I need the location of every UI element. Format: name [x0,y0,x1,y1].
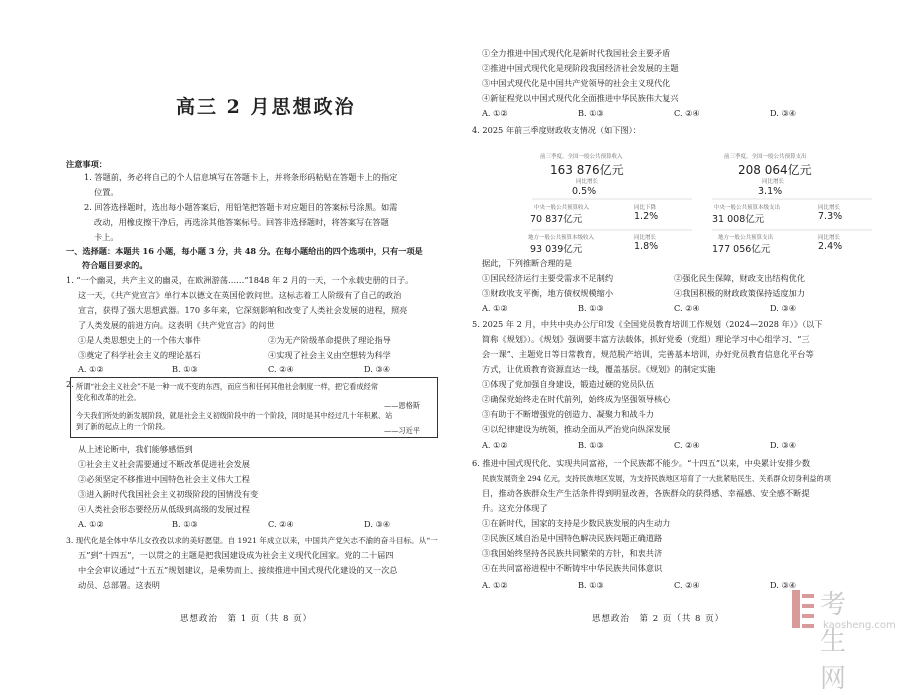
q1-option: ③奠定了科学社会主义的理论基石 [78,350,201,360]
q3-stem: 3. 现代化是全体中华儿女孜孜以求的美好愿望。自 1921 年成立以来，中国共产党矢志不渝的奋斗目标。从“一 [66,536,438,545]
section-heading: 一、选择题：本题共 16 小题，每小题 3 分，共 48 分。在每小题给出的四个选项中，只有一项是 [66,246,423,256]
revenue-central-change-label: 同比下降 [634,205,657,211]
revenue-value: 163 876亿元 [550,163,624,177]
q6-option: ①在新时代，国家的支持是少数民族发展的内生动力 [482,518,671,528]
notice-line: 卡上。 [94,232,119,242]
q2-option: ①社会主义社会需要通过不断改革促进社会发展 [78,459,250,469]
section-heading: 符合题目要求的。 [82,260,148,270]
q3-choice: D. ③④ [770,108,797,118]
q1-option: ①是人类思想史上的一个伟大事件 [78,335,201,345]
revenue-local-change-label: 同比增长 [634,235,657,241]
q2-quote-attribution: ——习近平 [384,426,420,435]
q5-option: ①体现了党加强自身建设，锻造过硬的党员队伍 [482,379,654,389]
q3-option: ③中国式现代化是中国共产党领导的社会主义现代化 [482,78,671,88]
q2-quote-attribution: ——恩格斯 [384,401,420,410]
q3-stem: 五”到“十四五”，一以贯之的主题是把我国建设成为社会主义现代化国家。党的二十届四 [78,550,394,560]
q5-choice: C. ②④ [674,440,700,450]
q5-option: ④以纪律建设为统领，推动全面从严治党向纵深发展 [482,424,671,434]
expenditure-central-change: 7.3% [818,211,843,222]
page-footer: 思想政治 第 2 页（共 8 页） [592,614,725,624]
finance-chart [512,148,892,260]
q1-option: ②为无产阶级革命提供了理论指导 [268,335,391,345]
q2-stem: 从上述论断中，我们能够感悟到 [78,444,193,454]
q5-option: ③有助于不断增强党的创造力、凝聚力和战斗力 [482,409,654,419]
q6-option: ③我国始终坚持各民族共同繁荣的方针，和衷共济 [482,548,663,558]
q4-choice: C. ②④ [674,303,700,313]
q5-stem: 5. 2025 年 2 月，中共中央办公厅印发《全国党员教育培训工作规划（2024—2028 年）》（以下 [472,319,823,329]
q1-choice: A. ①② [78,364,104,374]
revenue-central-label: 中央一般公共预算收入 [534,205,590,211]
q2-choice: D. ③④ [364,519,391,529]
q6-stem: 目，推动各族群众生产生活条件得到明显改善，各族群众的获得感、幸福感、安全感不断提 [482,488,810,498]
q4-choice: A. ①② [482,303,508,313]
q2-choice: A. ①② [78,519,104,529]
q4-option: ②强化民生保障，财政支出结构优化 [674,273,806,283]
q4-stem: 4. 2025 年前三季度财政收支情况（如下图）： [472,125,641,135]
q6-option: ④在共同富裕进程中不断铸牢中华民族共同体意识 [482,563,663,573]
expenditure-value: 208 064亿元 [738,163,812,177]
expenditure-local-change-label: 同比增长 [818,235,841,241]
q5-choice: D. ③④ [770,440,797,450]
expenditure-label: 前三季度，全国一般公共预算支出 [724,154,807,160]
expenditure-growth-label: 同比增长 [762,179,785,185]
q2-quote-line: 到了新的起点上的一个阶段。 [76,422,170,431]
watermark-url: kaosheng.com [823,620,896,631]
expenditure-central-label: 中央一般公共预算本级支出 [714,205,781,211]
q5-choice: B. ①③ [578,440,604,450]
q6-choice: B. ①③ [578,580,604,590]
q2-choice: B. ①③ [172,519,198,529]
q2-option: ④人类社会形态要经历从低级到高级的发展过程 [78,504,250,514]
q3-choice: B. ①③ [578,108,604,118]
expenditure-growth: 3.1% [758,186,783,197]
q2-option: ②必须坚定不移推进中国特色社会主义伟大工程 [78,474,250,484]
revenue-central-change: 1.2% [634,211,659,222]
revenue-central-value: 70 837亿元 [530,214,583,225]
q2-quote-line: 变化和改革的社会。 [76,393,141,402]
q4-option: ④我国积极的财政政策保持适度加力 [674,288,806,298]
q3-option: ②推进中国式现代化是现阶段我国经济社会发展的主题 [482,63,679,73]
q1-stem: 1. “一个幽灵，共产主义的幽灵，在欧洲游荡……”1848 年 2 月的一天，一个永载史册的日子。 [66,275,414,285]
q3-stem: 中全会审议通过“十五五”规划建议，是乘势而上、接续推进中国式现代化建设的又一次总 [78,565,398,575]
q6-stem: 升。这充分体现了 [482,503,548,513]
right-page [452,0,900,652]
q5-option: ②确保党始终走在时代前列，始终成为坚强领导核心 [482,394,671,404]
q3-stem: 动员、总部署。这表明 [78,580,160,590]
q3-option: ④新征程党以中国式现代化全面推进中华民族伟大复兴 [482,93,679,103]
page-title: 高三 2 月思想政治 [176,96,356,118]
q3-option: ①全力推进中国式现代化是新时代我国社会主要矛盾 [482,48,671,58]
q5-choice: A. ①② [482,440,508,450]
q6-option: ②民族区域自治是中国特色解决民族问题正确道路 [482,533,663,543]
expenditure-local-label: 地方一般公共预算支出 [718,235,774,241]
q1-option: ④实现了社会主义由空想转为科学 [268,350,391,360]
q2-quote-line: 今天我们所处的新发展阶段，就是社会主义初级阶段中的一个阶段，同时是其中经过几十年积累、站 [76,411,393,420]
q6-stem: 6. 推进中国式现代化、实现共同富裕，一个民族都不能少。“十四五”以来，中央累计安排少数 [472,458,811,468]
q2-option: ③进入新时代我国社会主义初级阶段的国情没有变 [78,489,259,499]
q6-stem: 民族发展资金 294 亿元，支持民族地区发展，为支持民族地区培育了一大批紧贴民生、关系群众切身利益的项 [482,474,831,483]
q4-option: ③财政收支平衡，地方债权规模缩小 [482,288,614,298]
watermark-logo-icon [790,588,816,630]
page-footer: 思想政治 第 1 页（共 8 页） [180,614,313,624]
notice-line: 改动，用橡皮擦干净后，再选涂其他答案标号。回答非选择题时，将答案写在答题 [94,217,389,227]
q4-choice: D. ③④ [770,303,797,313]
notice-line: 位置。 [94,187,119,197]
q5-stem: 简称《规划》）。《规划》强调要丰富方法载体，抓好党委（党组）理论学习中心组学习、“三 [482,334,810,344]
revenue-local-value: 93 039亿元 [530,244,583,255]
q1-choice: D. ③④ [364,364,391,374]
q1-choice: B. ①③ [172,364,198,374]
q6-choice: C. ②④ [674,580,700,590]
revenue-local-label: 地方一般公共预算本级收入 [528,235,595,241]
q1-choice: C. ②④ [268,364,294,374]
notice-line: 2. 回答选择题时，选出每小题答案后，用铅笔把答题卡对应题目的答案标号涂黑。如需 [84,202,398,212]
q6-choice: A. ①② [482,580,508,590]
left-page [0,0,452,652]
revenue-growth: 0.5% [572,186,597,197]
revenue-local-change: 1.8% [634,241,659,252]
q3-choice: A. ①② [482,108,508,118]
q4-choice: B. ①③ [578,303,604,313]
notice-heading: 注意事项： [66,159,107,169]
q1-stem: 了人类发展的前进方向。这表明《共产党宣言》的问世 [78,320,275,330]
notice-line: 1. 答题前，务必将自己的个人信息填写在答题卡上，并将条形码粘贴在答题卡上的指定 [84,172,398,182]
q2-quote-line: 所谓“社会主义社会”不是一种一成不变的东西，而应当和任何其他社会制度一样，把它看成经常 [76,382,379,391]
q6-choice: D. ③④ [770,580,797,590]
q2-number: 2. [66,379,74,389]
q1-stem: 宣言，获得了强大思想武器。170 多年来，它深刻影响和改变了人类社会发展的进程，照亮 [78,305,408,315]
q2-choice: C. ②④ [268,519,294,529]
q4-stem: 据此，下列推断合理的是 [482,258,573,268]
q5-stem: 会一课”、主题党日等日常教育，规范脱产培训，完善基本培训，办好党员教育信息化平台等 [482,349,814,359]
q4-option: ①国民经济运行主要受需求不足制约 [482,273,614,283]
watermark-text: 考生网 [820,590,849,694]
expenditure-central-change-label: 同比增长 [818,205,841,211]
expenditure-local-value: 177 056亿元 [712,244,771,255]
expenditure-central-value: 31 008亿元 [712,214,765,225]
q3-choice: C. ②④ [674,108,700,118]
q1-stem: 这一天，《共产党宣言》单行本以德文在英国伦敦问世。这标志着工人阶级有了自己的政治 [78,290,402,300]
q5-stem: 方式，让优质教育资源直达一线，覆盖基层。《规划》的制定实施 [482,364,716,374]
revenue-growth-label: 同比增长 [576,179,599,185]
expenditure-local-change: 2.4% [818,241,843,252]
revenue-label: 前三季度，全国一般公共预算收入 [540,154,623,160]
